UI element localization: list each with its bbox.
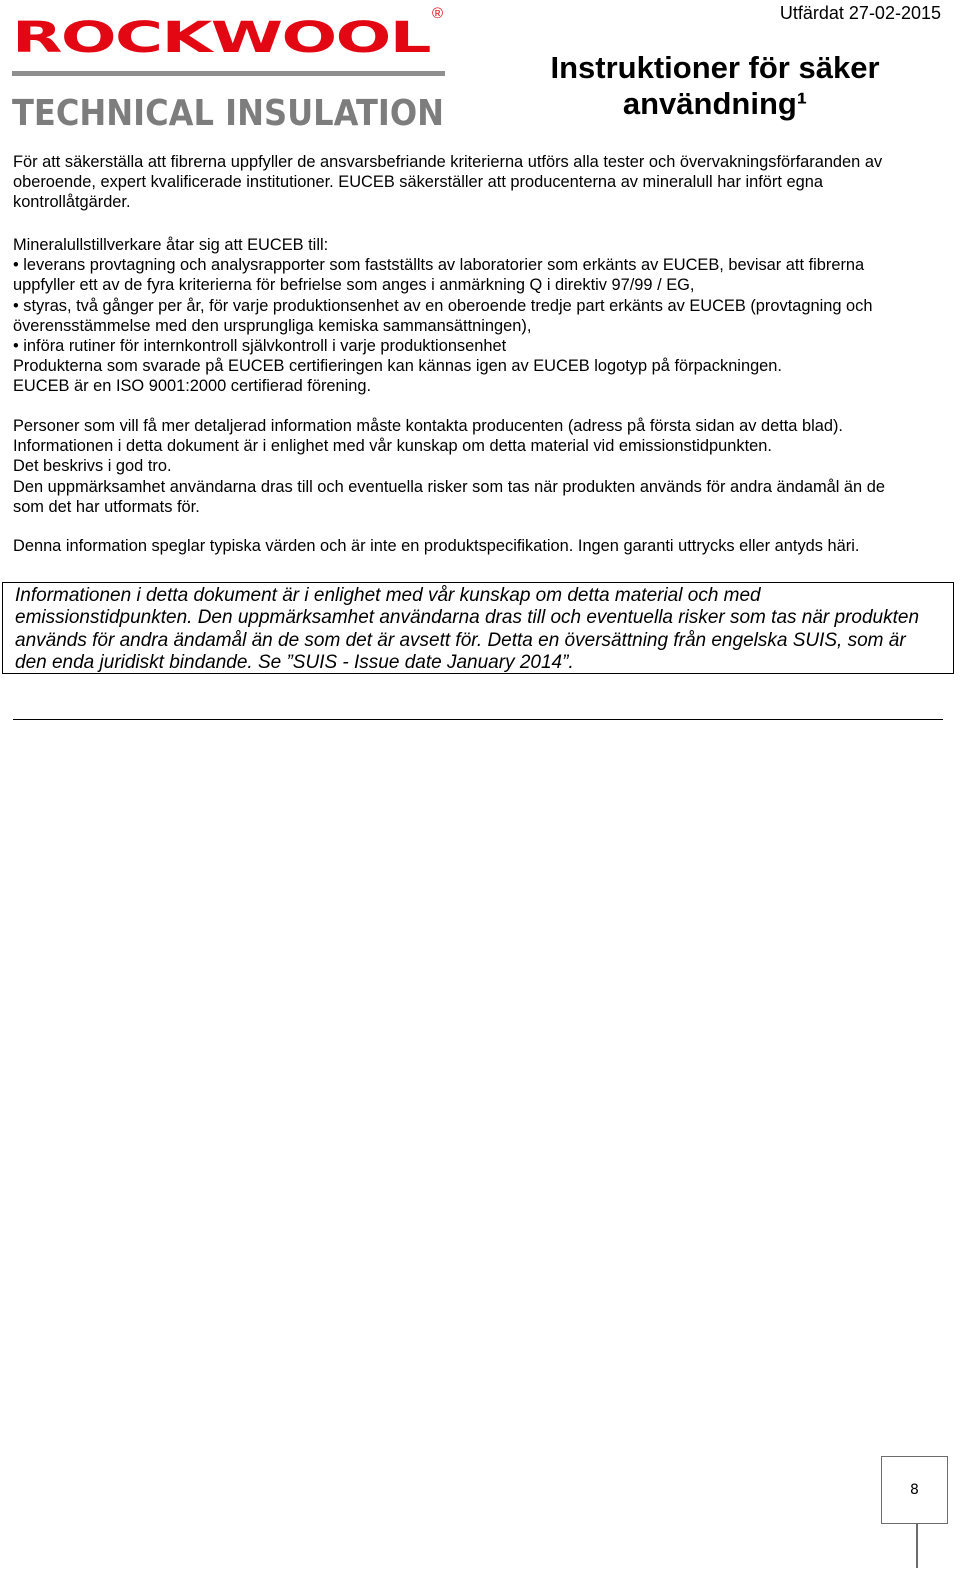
logo-divider xyxy=(12,71,445,76)
text-line: Det beskrivs i god tro. xyxy=(13,457,172,476)
text-line: uppfyller ett av de fyra kriterierna för befrielse som anges i anmärkning Q i direktiv 97/99 / EG, xyxy=(13,276,695,295)
paragraph-disclaimer xyxy=(13,536,948,556)
text-line: Personer som vill få mer detaljerad information måste kontakta producenten (adress på första sidan av detta blad). xyxy=(13,417,843,435)
page-number-connector xyxy=(916,1524,918,1568)
text-line: EUCEB är en ISO 9001:2000 certifierad förening. xyxy=(13,377,372,396)
text-line: Denna information speglar typiska värden och är inte en produktspecifikation. Ingen garanti uttrycks eller antyds häri. xyxy=(13,537,860,555)
legal-notice-box xyxy=(2,582,954,674)
separator-line xyxy=(13,719,943,720)
bullet-item: • införa rutiner för internkontroll självkontroll i varje produktionsenhet xyxy=(13,337,507,356)
bullet-item: • leverans provtagning och analysrapporter som fastställts av laboratorier som erkänts av EUCEB, bevisar att fibrerna xyxy=(13,256,865,275)
document-title xyxy=(540,50,890,122)
notice-line: används för andra ändamål än de som det är avsett för. Detta en översättning från engelska SUIS, som är xyxy=(15,629,906,651)
rockwool-wordmark xyxy=(12,2,448,64)
text-line: Produkterna som svarade på EUCEB certifieringen kan kännas igen av EUCEB logotyp på förpackningen. xyxy=(13,357,782,376)
text-line: överensstämmelse med den ursprungliga kemiska sammansättningen), xyxy=(13,316,532,335)
rockwool-logo xyxy=(12,2,448,133)
paragraph-manufacturer-commitments xyxy=(13,235,948,397)
paragraph-testing xyxy=(13,152,948,213)
brand-name: ROCKWOOL xyxy=(12,13,431,63)
registered-mark: ® xyxy=(432,5,444,22)
brand-subtitle-graphic xyxy=(12,89,448,133)
issue-date: Utfärdat 27-02-2015 xyxy=(779,3,941,23)
text-line: kontrollåtgärder. xyxy=(13,193,131,212)
text-line: Informationen i detta dokument är i enlighet med vår kunskap om detta material vid emissionstidpunkten. xyxy=(13,437,772,456)
title-line-1: Instruktioner för säker xyxy=(550,50,880,85)
text-line: För att säkerställa att fibrerna uppfyller de ansvarsbefriande kriterierna utförs alla tester och övervakningsförfaranden av xyxy=(13,153,883,171)
bullet-item: • styras, två gånger per år, för varje produktionsenhet av en oberoende tredje part erkänts av EUCEB (provtagning och xyxy=(13,296,873,315)
notice-line: Informationen i detta dokument är i enlighet med vår kunskap om detta material och med xyxy=(15,585,761,606)
brand-subtitle: TECHNICAL INSULATION xyxy=(12,93,444,133)
text-line: Mineralullstillverkare åtar sig att EUCEB till: xyxy=(13,236,329,254)
notice-line: emissionstidpunkten. Den uppmärksamhet användarna dras till och eventuella risker som tas när produkten xyxy=(15,607,920,629)
text-line: som det har utformats för. xyxy=(13,497,200,516)
text-line: Den uppmärksamhet användarna dras till och eventuella risker som tas när produkten används för andra ändamål än de xyxy=(13,477,885,496)
notice-line: den enda juridiskt bindande. Se ”SUIS - Issue date January 2014”. xyxy=(15,651,574,673)
text-line: oberoende, expert kvalificerade institutioner. EUCEB säkerställer att producenterna av mineralull har infört egna xyxy=(13,173,823,192)
page-number: 8 xyxy=(910,1482,919,1498)
title-line-2: användning¹ xyxy=(622,86,808,121)
paragraph-more-information xyxy=(13,416,948,517)
page-number-box xyxy=(881,1456,948,1524)
